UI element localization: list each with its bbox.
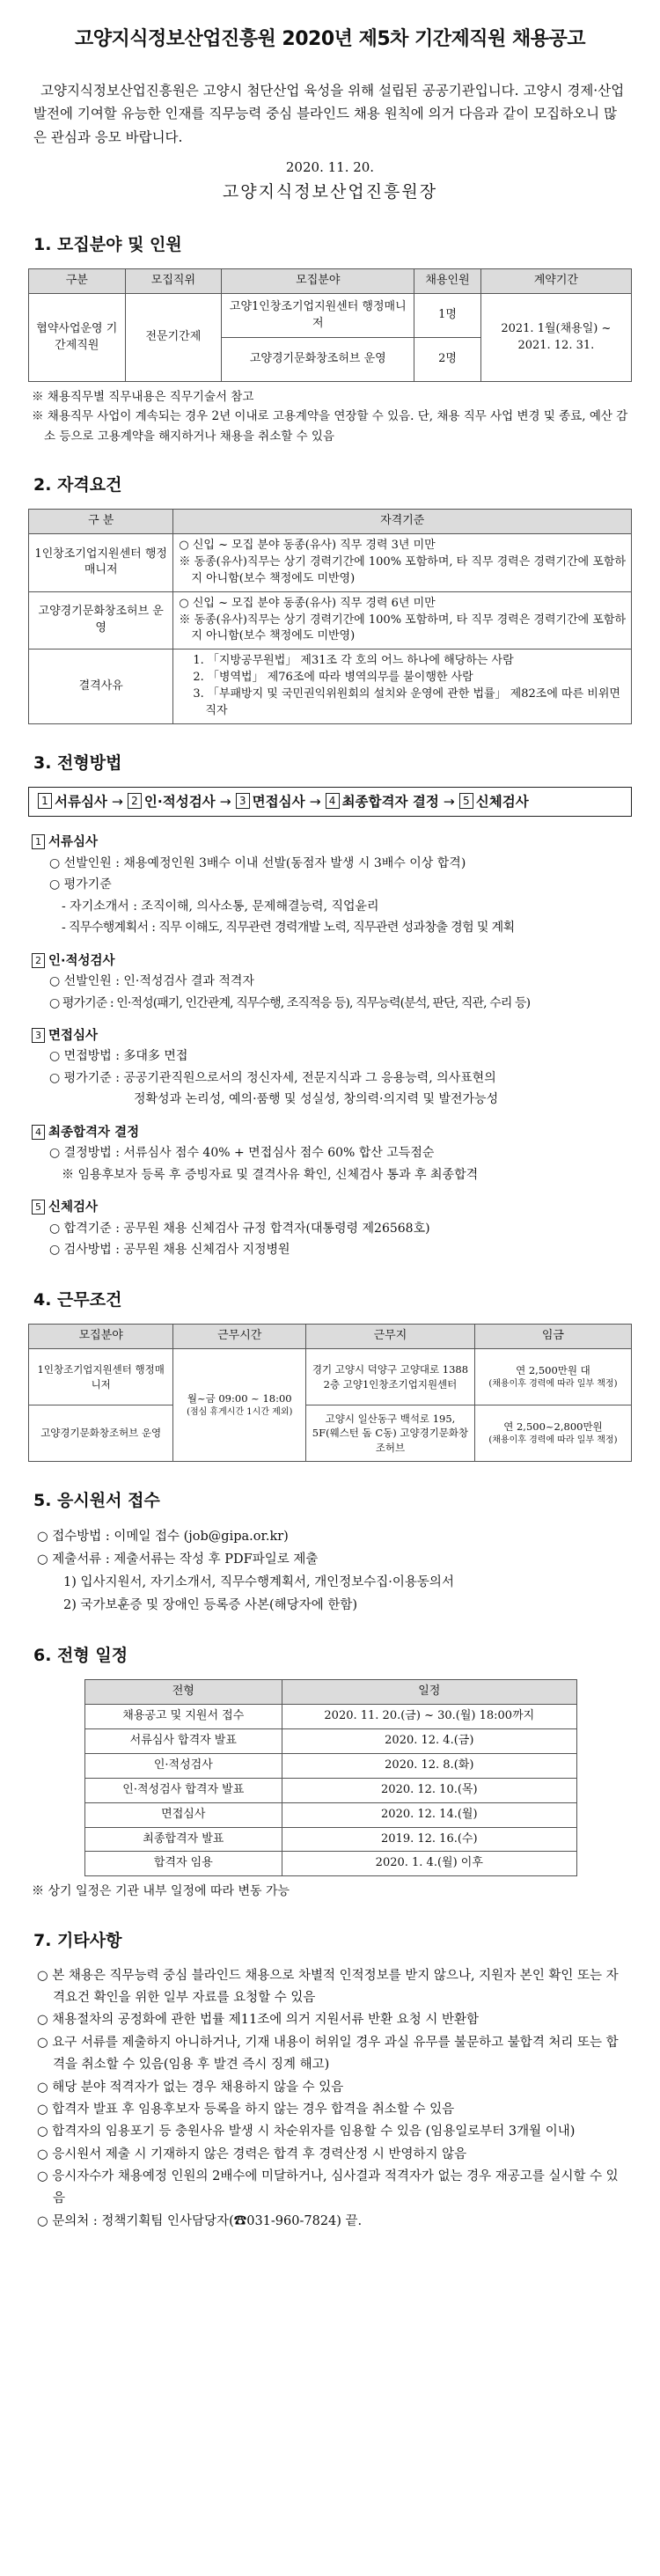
- recruitment-notes: [32, 387, 628, 446]
- application-document-item: 2) 국가보훈증 및 장애인 등록증 사본(해당자에 한함): [63, 1597, 357, 1612]
- schedule-date: 2020. 12. 10.(목): [282, 1778, 576, 1802]
- schedule-date: 2020. 12. 14.(월): [282, 1802, 576, 1827]
- table-cell-hours: [173, 1349, 306, 1462]
- step-label: 신체검사: [475, 794, 529, 811]
- schedule-stage: 합격자 임용: [85, 1852, 282, 1876]
- stage-number: 5: [32, 1200, 45, 1215]
- section-heading-other: 7. 기타사항: [33, 1931, 122, 1951]
- stage-number: 2: [32, 953, 45, 968]
- arrow-right-icon: →: [111, 794, 123, 811]
- step-label: 서류심사: [55, 794, 107, 811]
- table-cell-label: 결격사유: [29, 650, 173, 723]
- section-heading-work-conditions: 4. 근무조건: [33, 1289, 122, 1310]
- section-heading-selection: 3. 전형방법: [33, 752, 122, 773]
- pay-amount: 연 2,500~2,800만원: [503, 1420, 603, 1434]
- step-number: 4: [326, 793, 340, 809]
- table-cell-count: 2명: [414, 338, 480, 382]
- pay-note: (채용이후 경력에 따라 일부 책정): [488, 1378, 618, 1389]
- step-number: 3: [236, 793, 250, 809]
- table-header: 모집분야: [222, 269, 414, 294]
- table-row: [85, 1729, 577, 1754]
- stage-title: [32, 1026, 632, 1046]
- step-label: 인·적성검사: [143, 794, 216, 811]
- table-header: 일정: [282, 1680, 576, 1705]
- page-title: 고양지식정보산업진흥원 2020년 제5차 기간제직원 채용공고: [75, 28, 585, 50]
- table-header: 근무지: [306, 1325, 475, 1349]
- pay-note: (채용이후 경력에 따라 일부 책정): [488, 1435, 618, 1445]
- list-item: ○ 합격자 발표 후 임용후보자 등록을 하지 않는 경우 합격을 취소할 수 있음: [37, 2102, 455, 2117]
- stage-title: [32, 1123, 632, 1142]
- criteria-line: ○ 신입 ~ 모집 분야 동종(유사) 직무 경력 6년 미만: [179, 596, 436, 610]
- stage-physical-exam: [32, 1198, 632, 1260]
- table-cell-field: 고양경기문화창조허브 운영: [222, 338, 414, 382]
- list-item: ○ 본 채용은 직무능력 중심 블라인드 채용으로 차별적 인적정보를 받지 않으나, 지원자 본인 확인 또는 자격요건 확인을 위한 일부 자료를 요청할 수 있음: [37, 1968, 619, 2006]
- announcement-date: 2020. 11. 20.: [285, 159, 375, 176]
- table-cell-disqualification: [173, 650, 632, 723]
- criteria-line: ○ 신입 ~ 모집 분야 동종(유사) 직무 경력 3년 미만: [179, 539, 436, 553]
- list-item: ○ 채용절차의 공정화에 관한 법률 제11조에 의거 지원서류 반환 요청 시 반환함: [37, 2013, 480, 2028]
- stage-subitem: - 자기소개서 : 조직이해, 의사소통, 문제해결능력, 직업윤리: [62, 899, 379, 914]
- table-header: 모집분야: [29, 1325, 173, 1349]
- stage-item: ○ 평가기준 : 공공기관직원으로서의 정신자세, 전문지식과 그 응용능력, 의사표현의: [49, 1070, 496, 1085]
- table-header: 전형: [85, 1680, 282, 1705]
- table-cell-period: 2021. 1월(채용일) ~ 2021. 12. 31.: [480, 294, 631, 382]
- stage-final-decision: [32, 1123, 632, 1185]
- application-document-item: 1) 입사지원서, 자기소개서, 직무수행계획서, 개인정보수집·이용동의서: [63, 1574, 454, 1589]
- table-cell-category: 협약사업운영 기간제직원: [29, 294, 126, 382]
- stage-title-text: 최종합격자 결정: [48, 1125, 140, 1140]
- stage-item: ○ 합격기준 : 공무원 채용 신체검사 규정 합격자(대통령령 제26568호): [49, 1221, 430, 1236]
- stage-number: 4: [32, 1125, 45, 1140]
- table-cell-position: 전문기간제: [125, 294, 222, 382]
- schedule-stage: 채용공고 및 지원서 접수: [85, 1705, 282, 1729]
- criteria-note: ※ 동종(유사)직무는 상기 경력기간에 100% 포함하며, 타 직무 경력은 경력기간에 포함하지 아니함(보수 책정에도 미반영): [179, 613, 627, 643]
- table-row: [85, 1753, 577, 1778]
- step-number: 1: [38, 793, 52, 809]
- stage-item: ○ 면접방법 : 多대多 면접: [49, 1049, 188, 1064]
- table-header: 구 분: [29, 510, 173, 534]
- schedule-date: 2020. 1. 4.(월) 이후: [282, 1852, 576, 1876]
- pay-amount: 연 2,500만원 대: [516, 1364, 590, 1377]
- section-heading-application: 5. 응시원서 접수: [33, 1491, 160, 1511]
- list-item: ○ 응시원서 제출 시 기재하지 않은 경력은 합격 후 경력산정 시 반영하지 않음: [37, 2147, 467, 2161]
- other-notes-list: [37, 1965, 628, 2234]
- criteria-note: ※ 동종(유사)직무는 상기 경력기간에 100% 포함하며, 타 직무 경력은 경력기간에 포함하지 아니함(보수 책정에도 미반영): [179, 555, 627, 585]
- stage-item: ○ 검사방법 : 공무원 채용 신체검사 지정병원: [49, 1243, 290, 1258]
- schedule-stage: 면접심사: [85, 1802, 282, 1827]
- list-item: ○ 요구 서류를 제출하지 아니하거나, 기재 내용이 허위일 경우 과실 유무를 불문하고 불합격 처리 또는 합격을 취소할 수 있음(임용 후 발견 즉시 징계 해고): [37, 2035, 619, 2073]
- list-item: ○ 문의처 : 정책기획팀 인사담당자(☎031-960-7824) 끝.: [37, 2213, 363, 2228]
- table-row: [85, 1852, 577, 1876]
- stage-title: [32, 951, 632, 971]
- table-cell-criteria: [173, 591, 632, 650]
- disqualification-line: 2. 「병역법」 제76조에 따라 병역의무를 불이행한 사람: [193, 671, 473, 685]
- stage-title-text: 면접심사: [48, 1029, 99, 1043]
- stage-document-review: [32, 833, 632, 938]
- stage-title-text: 인·적성검사: [48, 953, 115, 968]
- stage-note: ※ 임용후보자 등록 후 증빙자료 및 결격사유 확인, 신체검사 통과 후 최종합격: [62, 1167, 479, 1182]
- table-cell-count: 1명: [414, 294, 480, 338]
- stage-item: ○ 평가기준 : 인·적성(패기, 인간관계, 직무수행, 조직적응 등), 직무능력(분석, 판단, 직관, 수리 등): [49, 995, 531, 1010]
- schedule-table: [84, 1679, 577, 1876]
- table-header: 근무시간: [173, 1325, 306, 1349]
- table-header: 채용인원: [414, 269, 480, 294]
- work-conditions-table: [28, 1324, 632, 1462]
- list-item: ○ 해당 분야 적격자가 없는 경우 채용하지 않을 수 있음: [37, 2080, 344, 2095]
- table-row: [85, 1802, 577, 1827]
- schedule-stage: 최종합격자 발표: [85, 1827, 282, 1852]
- stage-title: [32, 833, 632, 852]
- table-cell-criteria: [173, 534, 632, 592]
- table-header: 구분: [29, 269, 126, 294]
- stage-interview: [32, 1026, 632, 1111]
- table-header: 계약기간: [480, 269, 631, 294]
- stage-item-continued: 정확성과 논리성, 예의·품행 및 성실성, 창의력·의지력 및 발전가능성: [134, 1092, 499, 1107]
- table-cell-field: 고양1인창조기업지원센터 행정매니저: [222, 294, 414, 338]
- list-item: ○ 합격자의 임용포기 등 충원사유 발생 시 차순위자를 임용할 수 있음 (임용일로부터 3개월 이내): [37, 2125, 576, 2139]
- stage-title: [32, 1198, 632, 1217]
- table-cell-label: 1인창조기업지원센터 행정매니저: [29, 534, 173, 592]
- disqualification-line: 3. 「부패방지 및 국민권익위원회의 설치와 운영에 관한 법률」 제82조에 따른 비위면직자: [193, 686, 620, 717]
- work-hours-note: (점심 휴게시간 1시간 제외): [187, 1406, 293, 1417]
- list-item: ○ 응시자수가 채용예정 인원의 2배수에 미달하거나, 심사결과 적격자가 없는 경우 재공고를 실시할 수 있음: [37, 2169, 619, 2206]
- table-header: 모집직위: [125, 269, 222, 294]
- stage-aptitude-test: [32, 951, 632, 1014]
- stage-item: ○ 선발인원 : 채용예정인원 3배수 이내 선발(동점자 발생 시 3배수 이상 합격): [49, 855, 466, 870]
- schedule-date: 2020. 11. 20.(금) ~ 30.(월) 18:00까지: [282, 1705, 576, 1729]
- schedule-date: 2020. 12. 4.(금): [282, 1729, 576, 1754]
- section-heading-schedule: 6. 전형 일정: [33, 1646, 128, 1665]
- arrow-right-icon: →: [443, 794, 455, 811]
- table-row: [85, 1778, 577, 1802]
- application-documents: ○ 제출서류 : 제출서류는 작성 후 PDF파일로 제출: [37, 1552, 319, 1567]
- step-label: 최종합격자 결정: [341, 794, 439, 811]
- table-row: [85, 1705, 577, 1729]
- schedule-stage: 인·적성검사 합격자 발표: [85, 1778, 282, 1802]
- section-heading-recruitment: 1. 모집분야 및 인원: [33, 234, 182, 254]
- disqualification-line: 1. 「지방공무원법」 제31조 각 호의 어느 하나에 해당하는 사람: [193, 654, 514, 668]
- step-label: 면접심사: [252, 794, 305, 811]
- table-cell-place: 고양시 일산동구 백석로 195, 5F(웨스턴 돔 C동) 고양경기문화창조허브: [306, 1405, 475, 1462]
- stage-number: 3: [32, 1028, 45, 1043]
- note-line: ※ 채용직무별 직무내용은 직무기술서 참고: [32, 390, 254, 405]
- schedule-date: 2020. 12. 8.(화): [282, 1753, 576, 1778]
- recruitment-table: [28, 268, 632, 382]
- stage-title-text: 신체검사: [48, 1200, 99, 1215]
- schedule-date: 2019. 12. 16.(수): [282, 1827, 576, 1852]
- table-cell-field: 1인창조기업지원센터 행정매니저: [29, 1349, 173, 1405]
- table-cell-pay: [474, 1405, 631, 1462]
- arrow-right-icon: →: [309, 794, 321, 811]
- arrow-right-icon: →: [219, 794, 231, 811]
- qualification-table: [28, 509, 632, 723]
- table-header: 자격기준: [173, 510, 632, 534]
- schedule-note: ※ 상기 일정은 기관 내부 일정에 따라 변동 가능: [32, 1884, 290, 1899]
- stage-subitem: - 직무수행계획서 : 직무 이해도, 직무관련 경력개발 노력, 직무관련 성과창출 경험 및 계획: [62, 921, 515, 936]
- note-line: ※ 채용직무 사업이 계속되는 경우 2년 이내로 고용계약을 연장할 수 있음. 단, 채용 직무 사업 변경 및 종료, 예산 감소 등으로 고용계약을 해지하거나 채용을 취소할 수 있음: [32, 409, 628, 444]
- organization-signature: 고양지식정보산업진흥원장: [222, 182, 438, 202]
- table-header: 임금: [474, 1325, 631, 1349]
- stage-number: 1: [32, 834, 45, 849]
- step-number: 5: [459, 793, 473, 809]
- table-cell-pay: [474, 1349, 631, 1405]
- schedule-stage: 서류심사 합격자 발표: [85, 1729, 282, 1754]
- selection-process-flow: [28, 787, 632, 817]
- table-cell-field: 고양경기문화창조허브 운영: [29, 1405, 173, 1462]
- table-cell-label: 고양경기문화창조허브 운영: [29, 591, 173, 650]
- work-hours: 월~금 09:00 ~ 18:00: [187, 1392, 292, 1405]
- application-method: ○ 접수방법 : 이메일 접수 (job@gipa.or.kr): [37, 1529, 289, 1544]
- stage-item: ○ 결정방법 : 서류심사 점수 40% + 면접심사 점수 60% 합산 고득점순: [49, 1146, 435, 1161]
- stage-title-text: 서류심사: [48, 835, 99, 850]
- table-row: [85, 1827, 577, 1852]
- step-number: 2: [128, 793, 142, 809]
- section-heading-qualifications: 2. 자격요건: [33, 474, 122, 495]
- table-cell-place: 경기 고양시 덕양구 고양대로 1388 2층 고양1인창조기업지원센터: [306, 1349, 475, 1405]
- stage-item: ○ 평가기준: [49, 877, 112, 892]
- intro-paragraph: 고양지식정보산업진흥원은 고양시 첨단산업 육성을 위해 설립된 공공기관입니다. 고양시 경제·산업 발전에 기여할 유능한 인재를 직무능력 중심 블라인드 채용 원칙에 의거 다음과 같이 모집하오니 많은 관심과 응모 바랍니다.: [33, 83, 625, 145]
- schedule-stage: 인·적성검사: [85, 1753, 282, 1778]
- stage-item: ○ 선발인원 : 인·적성검사 결과 적격자: [49, 974, 254, 988]
